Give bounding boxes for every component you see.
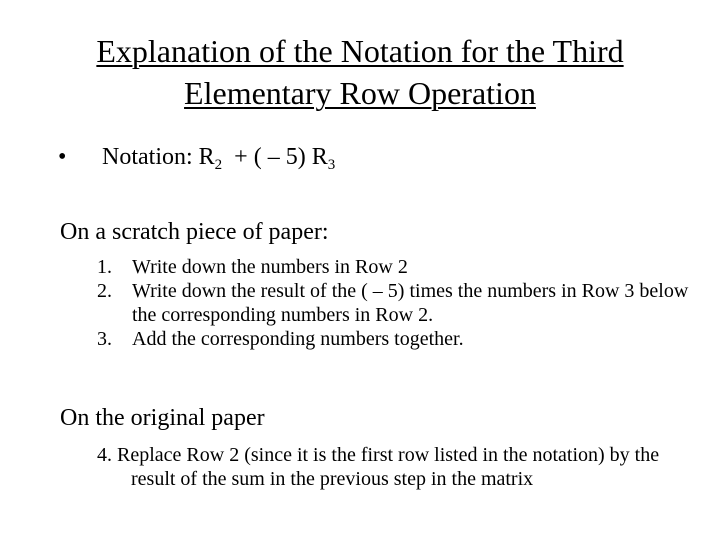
step-text: Write down the result of the ( – 5) times the numbers in Row 3 below the corresponding numbers in Row 2. (132, 280, 689, 326)
list-item (97, 327, 697, 351)
slide-title-line-1: Explanation of the Notation for the Third (96, 33, 624, 69)
scratch-heading: On a scratch piece of paper: (60, 219, 329, 245)
slide-title-line-2: Elementary Row Operation (184, 75, 536, 111)
scratch-steps-list (97, 255, 697, 351)
notation-middle: + ( – 5) R (222, 144, 328, 170)
list-item (97, 279, 697, 327)
notation-subscript-2: 2 (214, 157, 223, 173)
slide-title (0, 30, 720, 114)
list-item (97, 255, 697, 279)
notation-bullet (58, 142, 335, 172)
notation-subscript-3: 3 (327, 157, 336, 173)
step-text: Write down the numbers in Row 2 (132, 256, 408, 278)
original-heading: On the original paper (60, 405, 265, 431)
step-number: 3. (97, 328, 112, 350)
bullet-symbol: • (58, 144, 67, 170)
notation-prefix: Notation: R (102, 144, 215, 170)
step-number: 1. (97, 256, 112, 278)
step-number: 2. (97, 280, 112, 302)
step-text: Add the corresponding numbers together. (132, 328, 464, 350)
original-step: 4. Replace Row 2 (since it is the first row listed in the notation) by the result of the sum in the previous step in the matrix (97, 444, 660, 490)
